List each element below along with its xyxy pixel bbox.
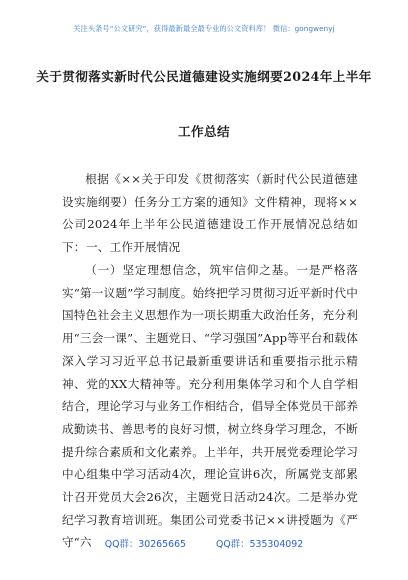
document-title: 关于贯彻落实新时代公民道德建设实施纲要2024年上半年 xyxy=(36,69,372,84)
footer-contact xyxy=(0,536,408,550)
section-body-paragraph: （一）坚定理想信念，筑牢信仰之基。一是严格落实“第一议题”学习制度。始终把学习贯彻习近平新时代中国特色社会主义思想作为一项长期重大政治任务，充分利用“三会一课”、主题党日、“学习强国”App等平台和载体深入学习习近平总书记最新重要讲话和重要指示批示精神、党的XX大精神等。充分利用集体学习和个人自学相结合，理论学习与业务工作相结合，倡导全体党员干部养成勤读书、善思考的良好习惯，树立终身学习理念，不断提升综合素质和文化素养。上半年，共开展党委理论学习中心组集中学习活动4次，理论宣讲6次，所属党支部累计召开党员大会26次，主题党日活动24次。二是举办党纪学习教育培训班。集团公司党委书记××讲授题为《严守“六 xyxy=(62,263,358,550)
document-title-continued: 工作总结 xyxy=(178,124,230,139)
footer-qq-group-1: QQ群：30265665 xyxy=(104,539,187,550)
footer-qq-group-2: QQ群：535304092 xyxy=(216,539,304,550)
section-heading: 一、工作开展情况 xyxy=(86,240,181,254)
header-banner: 关注头条号“公文研究”，获得最新最全最专业的公文资料库！ 微信：gongwenyj xyxy=(73,24,335,33)
intro-paragraph: 根据《××关于印发《贯彻落实（新时代公民道德建设实施纲要）任务分工方案的通知》文件精神，现将××公司2024年上半年公民道德建设工作开展情况总结如下： xyxy=(62,172,358,255)
